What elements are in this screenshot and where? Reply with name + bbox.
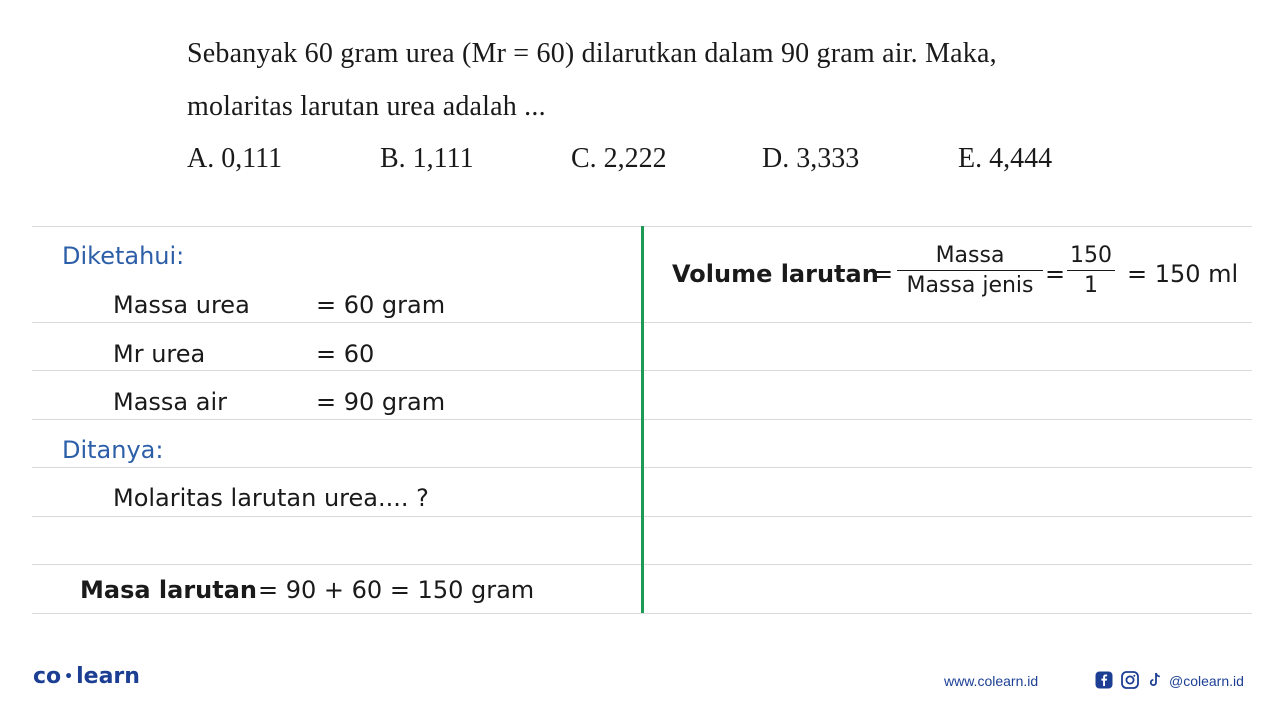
known-label-massa-urea: Massa urea xyxy=(113,291,250,319)
question-line-2: molaritas larutan urea adalah ... xyxy=(187,91,546,122)
known-value-mr-urea: = 60 xyxy=(316,340,375,368)
volume-numerator-2: 150 xyxy=(1067,243,1115,271)
column-divider xyxy=(641,226,644,613)
option-e: E. 4,444 xyxy=(958,143,1053,174)
tiktok-icon[interactable] xyxy=(1145,670,1165,690)
logo-dot: • xyxy=(64,669,74,685)
question-line-1: Sebanyak 60 gram urea (Mr = 60) dilarutkan dalam 90 gram air. Maka, xyxy=(187,38,997,69)
option-b: B. 1,111 xyxy=(380,143,474,174)
known-heading: Diketahui: xyxy=(62,242,185,270)
ruled-line xyxy=(32,613,1252,614)
logo-text-learn: learn xyxy=(76,664,140,689)
instagram-icon[interactable] xyxy=(1120,670,1140,690)
masa-larutan-expression: = 90 + 60 = 150 gram xyxy=(258,576,535,604)
known-value-massa-air: = 90 gram xyxy=(316,388,446,416)
volume-result: = 150 ml xyxy=(1127,260,1239,288)
masa-larutan-label: Masa larutan xyxy=(80,576,258,604)
colearn-logo xyxy=(33,664,140,689)
volume-larutan-label: Volume larutan xyxy=(672,260,879,288)
volume-denominator-1: Massa jenis xyxy=(906,273,1034,298)
website-link[interactable]: www.colearn.id xyxy=(944,673,1039,689)
option-a: A. 0,111 xyxy=(187,143,283,174)
asked-heading: Ditanya: xyxy=(62,436,164,464)
option-d: D. 3,333 xyxy=(762,143,860,174)
volume-fraction-1 xyxy=(897,243,1043,298)
social-handle[interactable]: @colearn.id xyxy=(1169,673,1244,689)
volume-fraction-2 xyxy=(1067,243,1115,298)
volume-denominator-2: 1 xyxy=(1084,273,1098,298)
option-c: C. 2,222 xyxy=(571,143,667,174)
volume-numerator-1: Massa xyxy=(897,243,1043,271)
facebook-icon[interactable] xyxy=(1094,670,1114,690)
known-label-massa-air: Massa air xyxy=(113,388,227,416)
known-value-massa-urea: = 60 gram xyxy=(316,291,446,319)
known-label-mr-urea: Mr urea xyxy=(113,340,206,368)
asked-text: Molaritas larutan urea.... ? xyxy=(113,484,429,512)
logo-text-co: co xyxy=(33,664,62,689)
volume-equals-1: = xyxy=(873,260,894,288)
volume-equals-2: = xyxy=(1045,260,1066,288)
